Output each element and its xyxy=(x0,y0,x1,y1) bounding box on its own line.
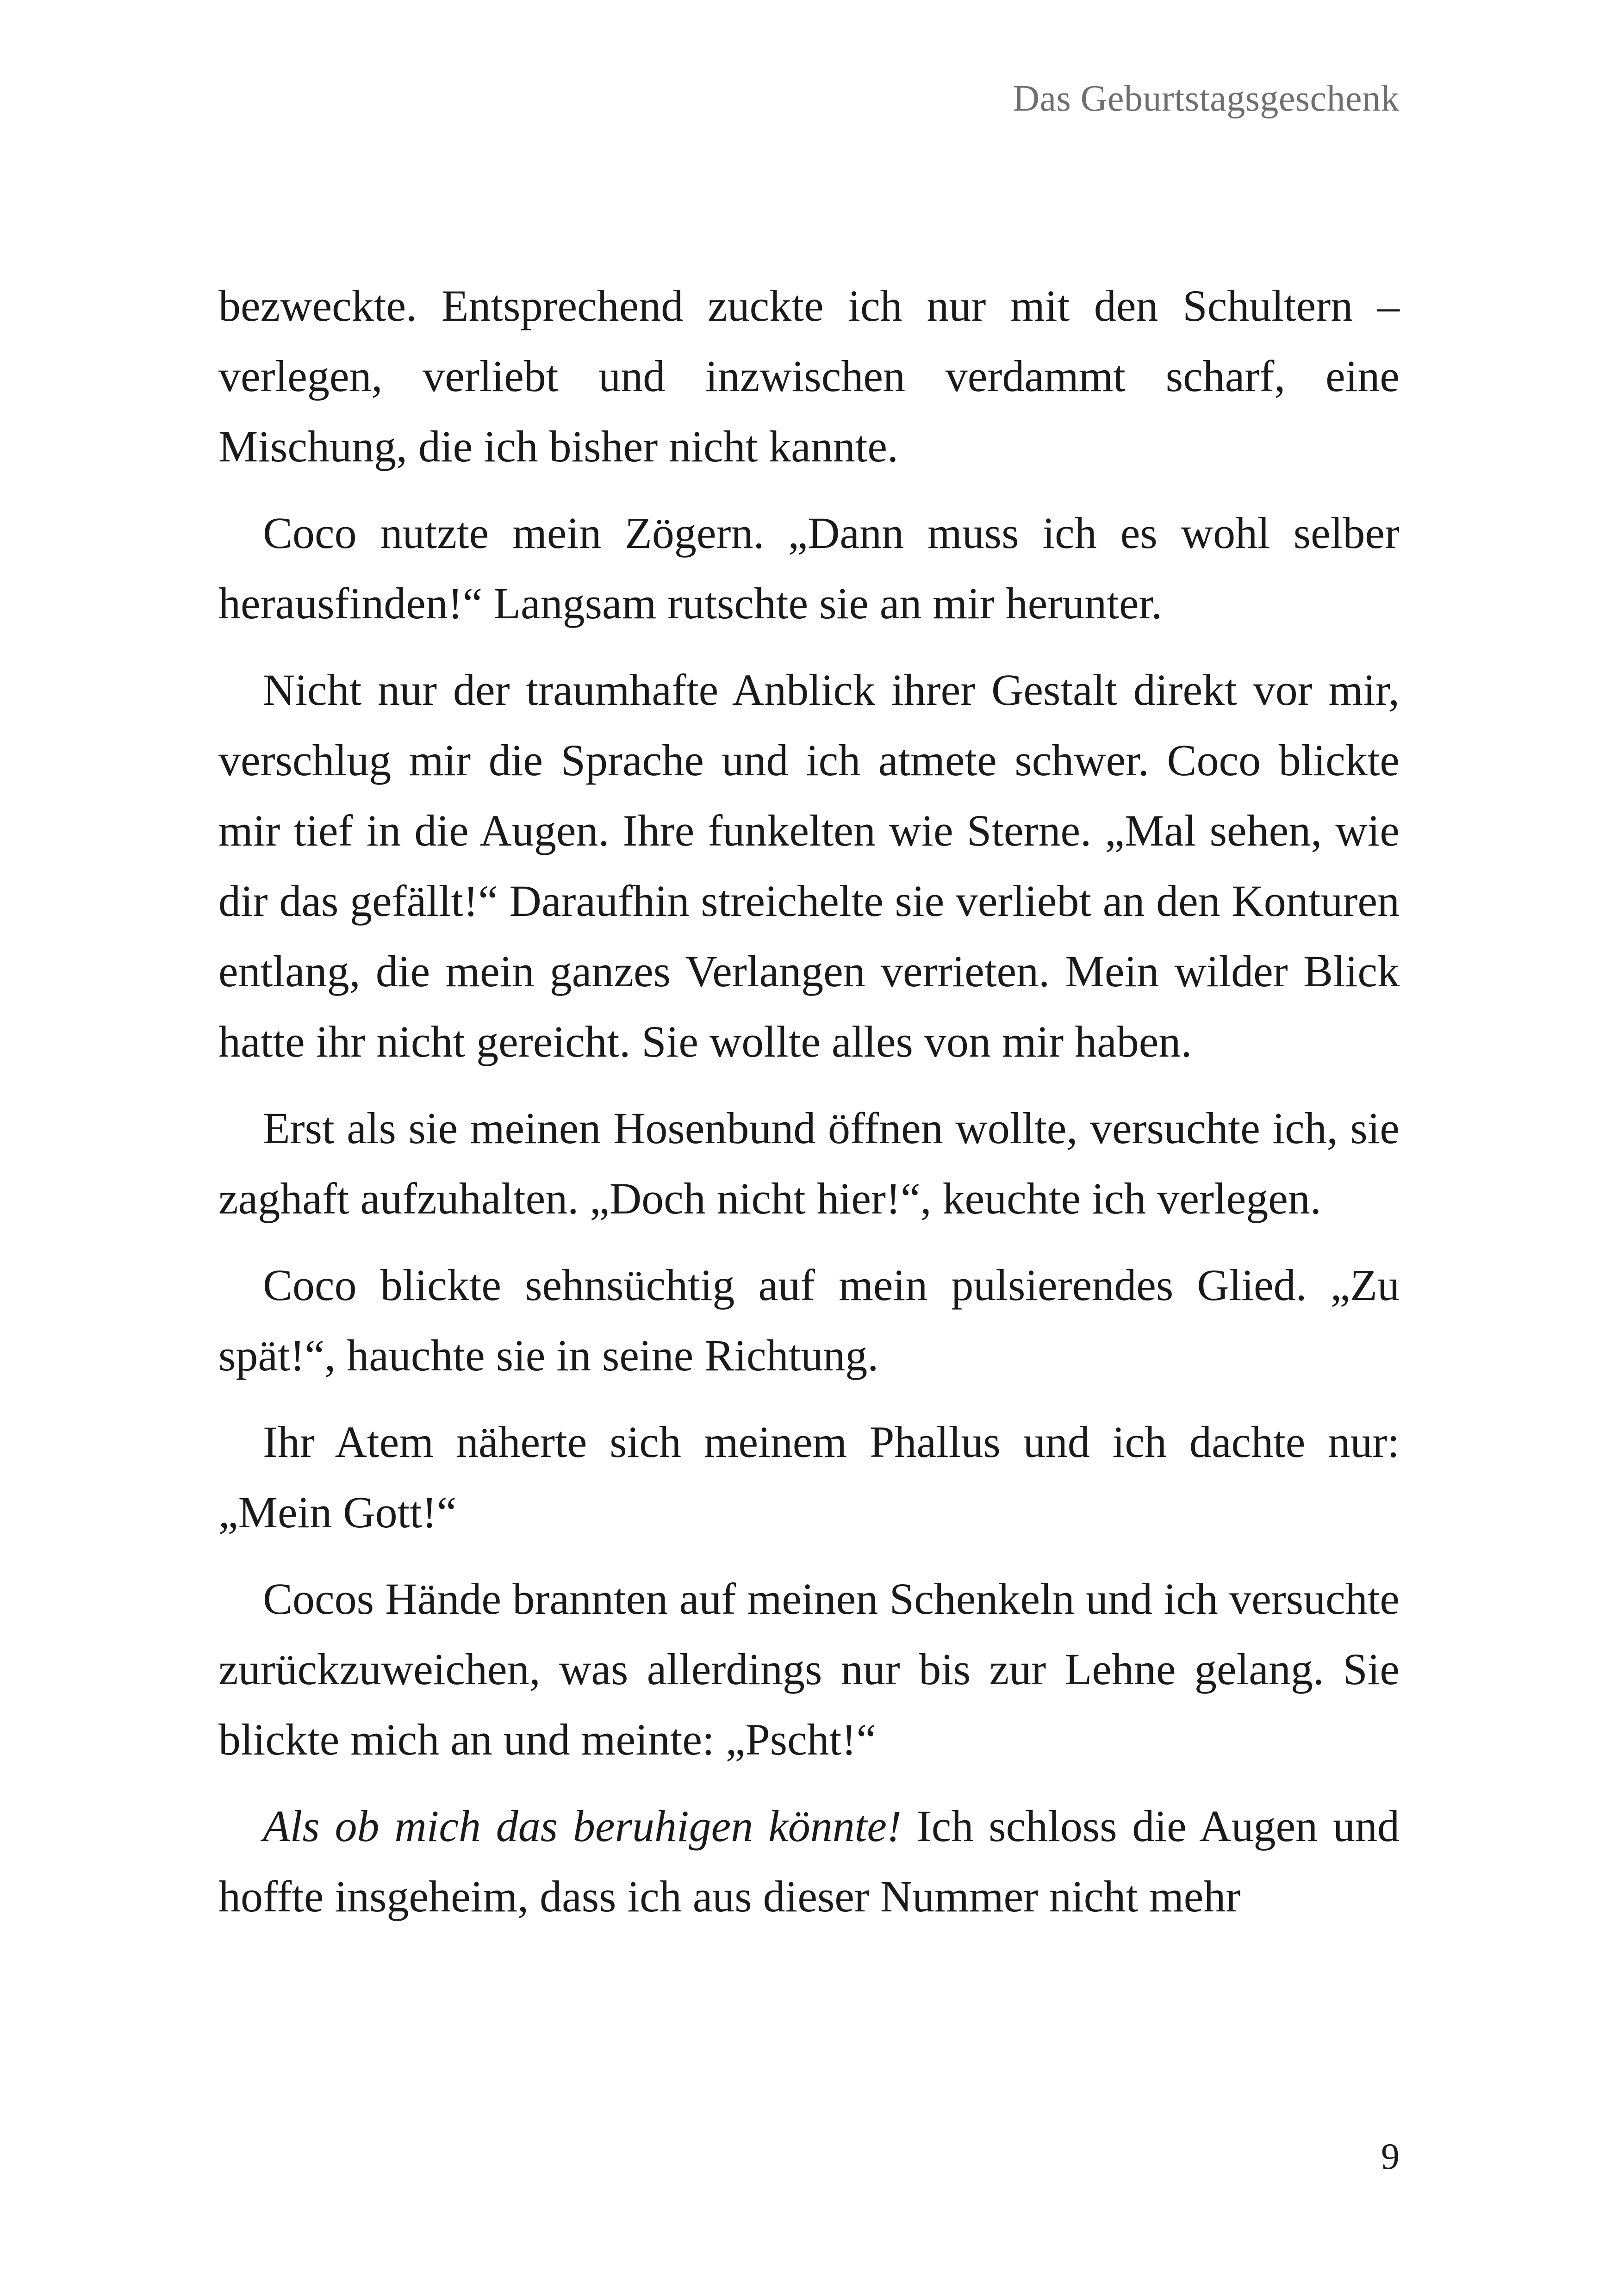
paragraph-3: Nicht nur der traumhafte Anblick ihrer Gestalt direkt vor mir, verschlug mir die Sprache und ich atmete schwer. Coco blickte mir tief in die Augen. Ihre funkelten wie Sterne. „Mal sehen, wie dir das gefällt!“ Daraufhin streichelte sie verliebt an den Konturen entlang, die mein ganzes Verlangen verrieten. Mein wilder Blick hatte ihr nicht gereicht. Sie wollte alles von mir haben. xyxy=(218,665,1400,1066)
paragraph-8 xyxy=(218,1791,1400,1932)
paragraph-1: bezweckte. Entsprechend zuckte ich nur mit den Schultern – verlegen, verliebt und inzwischen verdammt scharf, eine Mischung, die ich bisher nicht kannte. xyxy=(218,281,1400,471)
paragraph-7: Cocos Hände brannten auf meinen Schenkeln und ich versuchte zurückzuweichen, was allerdings nur bis zur Lehne gelang. Sie blickte mich an und meinte: „Pscht!“ xyxy=(218,1574,1400,1764)
italic-thought: Als ob mich das beruhigen könnte! xyxy=(263,1801,902,1851)
paragraph-2: Coco nutzte mein Zögern. „Dann muss ich es wohl selber herausfinden!“ Langsam rutschte sie an mir herunter. xyxy=(218,508,1400,628)
paragraph-6: Ihr Atem näherte sich meinem Phallus und ich dachte nur: „Mein Gott!“ xyxy=(218,1417,1400,1537)
body-text xyxy=(218,271,1400,1948)
paragraph-8-text: Ich schloss die Augen und hoffte insgeheim, dass ich aus dieser Nummer nicht mehr xyxy=(218,1801,1400,1921)
paragraph-5: Coco blickte sehnsüchtig auf mein pulsierendes Glied. „Zu spät!“, hauchte sie in seine Richtung. xyxy=(218,1260,1400,1380)
page-number: 9 xyxy=(1381,2136,1400,2177)
paragraph-4: Erst als sie meinen Hosenbund öffnen wollte, versuchte ich, sie zaghaft aufzuhalten. „Doch nicht hier!“, keuchte ich verlegen. xyxy=(218,1103,1400,1223)
running-header-title: Das Geburtstagsgeschenk xyxy=(1013,78,1400,119)
